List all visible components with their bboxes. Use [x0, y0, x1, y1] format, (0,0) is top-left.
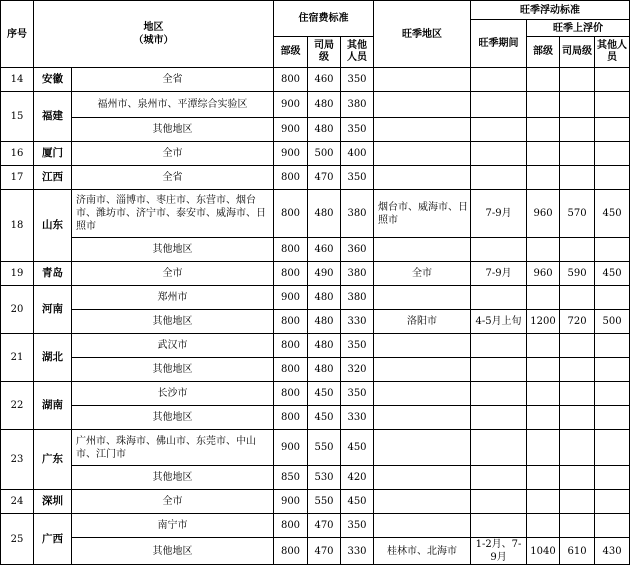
row-bureau: 450	[308, 382, 341, 406]
row-others: 360	[341, 238, 374, 262]
row-ministry: 900	[274, 286, 308, 310]
row-peak-ministry	[527, 118, 560, 142]
table-row	[1, 334, 630, 358]
row-peak-others	[595, 118, 630, 142]
header-others: 其他人员	[341, 37, 374, 68]
row-peak-period	[471, 92, 527, 118]
header-ministry: 部级	[274, 37, 308, 68]
row-province: 山东	[34, 190, 72, 262]
table-row	[1, 118, 630, 142]
row-peak-others	[595, 166, 630, 190]
row-others: 380	[341, 92, 374, 118]
row-area: 其他地区	[72, 358, 274, 382]
row-peak-bureau	[560, 430, 595, 466]
row-others: 380	[341, 262, 374, 286]
row-peak-region	[374, 166, 471, 190]
row-peak-region: 桂林市、北海市	[374, 538, 471, 565]
row-no: 23	[1, 430, 34, 490]
row-bureau: 530	[308, 466, 341, 490]
row-bureau: 550	[308, 490, 341, 514]
row-province: 江西	[34, 166, 72, 190]
row-bureau: 480	[308, 334, 341, 358]
row-peak-region	[374, 238, 471, 262]
row-others: 350	[341, 118, 374, 142]
row-peak-others: 500	[595, 310, 630, 334]
header-peak-region: 旺季地区	[374, 1, 471, 68]
header-bureau: 司局级	[308, 37, 341, 68]
header-region-sub: （城市）	[133, 35, 174, 46]
row-others: 350	[341, 334, 374, 358]
row-peak-bureau	[560, 142, 595, 166]
row-no: 18	[1, 190, 34, 262]
row-peak-period	[471, 514, 527, 538]
row-area: 其他地区	[72, 538, 274, 565]
header-seq: 序号	[1, 1, 34, 68]
row-peak-ministry	[527, 334, 560, 358]
row-others: 450	[341, 430, 374, 466]
header-peak-bureau: 司局级	[560, 37, 595, 68]
row-others: 380	[341, 286, 374, 310]
row-peak-period: 1-2月、7-9月	[471, 538, 527, 565]
row-ministry: 800	[274, 238, 308, 262]
row-province: 安徽	[34, 68, 72, 92]
row-peak-region	[374, 92, 471, 118]
row-bureau: 470	[308, 514, 341, 538]
row-peak-ministry	[527, 68, 560, 92]
row-ministry: 800	[274, 514, 308, 538]
row-bureau: 490	[308, 262, 341, 286]
row-peak-period	[471, 490, 527, 514]
row-peak-bureau	[560, 118, 595, 142]
row-ministry: 800	[274, 166, 308, 190]
row-bureau: 480	[308, 358, 341, 382]
row-no: 14	[1, 68, 34, 92]
row-bureau: 480	[308, 118, 341, 142]
row-peak-region	[374, 358, 471, 382]
row-area: 福州市、泉州市、平潭综合实验区	[72, 92, 274, 118]
row-peak-others	[595, 334, 630, 358]
row-peak-period	[471, 238, 527, 262]
table-row	[1, 310, 630, 334]
row-peak-ministry	[527, 430, 560, 466]
row-peak-ministry	[527, 382, 560, 406]
row-bureau: 480	[308, 92, 341, 118]
row-peak-ministry	[527, 142, 560, 166]
row-ministry: 850	[274, 466, 308, 490]
row-others: 400	[341, 142, 374, 166]
row-area: 南宁市	[72, 514, 274, 538]
table-row	[1, 166, 630, 190]
row-peak-ministry: 1200	[527, 310, 560, 334]
row-bureau: 480	[308, 310, 341, 334]
table-row	[1, 382, 630, 406]
row-no: 17	[1, 166, 34, 190]
row-peak-region: 烟台市、威海市、日照市	[374, 190, 471, 238]
header-peak-others: 其他人员	[595, 37, 630, 68]
row-peak-region	[374, 68, 471, 92]
row-peak-period: 4-5月上旬	[471, 310, 527, 334]
row-peak-others	[595, 238, 630, 262]
row-peak-region	[374, 430, 471, 466]
row-peak-bureau	[560, 382, 595, 406]
row-no: 16	[1, 142, 34, 166]
row-bureau: 550	[308, 430, 341, 466]
row-peak-others	[595, 430, 630, 466]
row-ministry: 900	[274, 430, 308, 466]
row-peak-ministry: 960	[527, 262, 560, 286]
row-peak-bureau	[560, 166, 595, 190]
row-peak-period	[471, 286, 527, 310]
row-bureau: 500	[308, 142, 341, 166]
table-row	[1, 190, 630, 238]
row-peak-region	[374, 142, 471, 166]
row-area: 其他地区	[72, 118, 274, 142]
row-bureau: 470	[308, 538, 341, 565]
row-peak-bureau	[560, 238, 595, 262]
row-peak-period: 7-9月	[471, 190, 527, 238]
row-peak-others	[595, 68, 630, 92]
row-area: 全市	[72, 262, 274, 286]
row-peak-others	[595, 142, 630, 166]
row-peak-region	[374, 334, 471, 358]
row-peak-bureau	[560, 286, 595, 310]
row-province: 湖北	[34, 334, 72, 382]
row-peak-bureau	[560, 68, 595, 92]
table-row	[1, 466, 630, 490]
row-province: 深圳	[34, 490, 72, 514]
row-ministry: 800	[274, 334, 308, 358]
header-region	[34, 1, 274, 68]
row-peak-others	[595, 358, 630, 382]
table-row	[1, 92, 630, 118]
row-peak-ministry	[527, 286, 560, 310]
row-ministry: 800	[274, 358, 308, 382]
row-peak-ministry	[527, 358, 560, 382]
row-peak-period	[471, 382, 527, 406]
row-peak-bureau: 570	[560, 190, 595, 238]
header-peak-period: 旺季期间	[471, 20, 527, 68]
row-peak-bureau	[560, 466, 595, 490]
row-peak-region	[374, 382, 471, 406]
row-ministry: 900	[274, 92, 308, 118]
row-ministry: 900	[274, 118, 308, 142]
row-peak-others	[595, 92, 630, 118]
row-peak-ministry	[527, 514, 560, 538]
row-bureau: 470	[308, 166, 341, 190]
row-others: 330	[341, 538, 374, 565]
row-bureau: 460	[308, 68, 341, 92]
table-row	[1, 430, 630, 466]
row-peak-bureau: 610	[560, 538, 595, 565]
row-peak-others	[595, 514, 630, 538]
row-peak-period	[471, 142, 527, 166]
row-ministry: 800	[274, 262, 308, 286]
table-row	[1, 538, 630, 565]
row-ministry: 800	[274, 68, 308, 92]
row-bureau: 450	[308, 406, 341, 430]
row-peak-bureau: 720	[560, 310, 595, 334]
row-no: 22	[1, 382, 34, 430]
row-peak-bureau	[560, 358, 595, 382]
row-peak-others	[595, 382, 630, 406]
row-ministry: 800	[274, 538, 308, 565]
row-ministry: 800	[274, 190, 308, 238]
header-lodging-standard: 住宿费标准	[274, 1, 374, 37]
row-no: 19	[1, 262, 34, 286]
row-province: 河南	[34, 286, 72, 334]
row-others: 320	[341, 358, 374, 382]
row-peak-bureau	[560, 92, 595, 118]
row-peak-others: 450	[595, 190, 630, 238]
row-peak-ministry	[527, 466, 560, 490]
row-ministry: 900	[274, 490, 308, 514]
row-others: 350	[341, 514, 374, 538]
row-peak-period	[471, 118, 527, 142]
row-others: 330	[341, 310, 374, 334]
header-peak-float: 旺季浮动标准	[471, 1, 630, 20]
header-region-label: 地区	[143, 22, 164, 33]
table-row	[1, 514, 630, 538]
row-peak-region	[374, 406, 471, 430]
row-peak-bureau	[560, 490, 595, 514]
row-others: 330	[341, 406, 374, 430]
table-row	[1, 142, 630, 166]
row-no: 15	[1, 92, 34, 142]
row-peak-region	[374, 466, 471, 490]
row-others: 450	[341, 490, 374, 514]
row-peak-others	[595, 286, 630, 310]
row-province: 厦门	[34, 142, 72, 166]
row-no: 25	[1, 514, 34, 565]
row-peak-others	[595, 406, 630, 430]
row-province: 广东	[34, 430, 72, 490]
row-others: 350	[341, 68, 374, 92]
row-peak-ministry	[527, 166, 560, 190]
row-others: 380	[341, 190, 374, 238]
row-others: 350	[341, 166, 374, 190]
row-peak-period	[471, 358, 527, 382]
row-peak-ministry: 1040	[527, 538, 560, 565]
row-peak-region	[374, 118, 471, 142]
row-no: 21	[1, 334, 34, 382]
row-peak-region	[374, 514, 471, 538]
row-peak-region	[374, 286, 471, 310]
row-area: 其他地区	[72, 406, 274, 430]
row-peak-region: 洛阳市	[374, 310, 471, 334]
row-province: 湖南	[34, 382, 72, 430]
row-peak-period	[471, 68, 527, 92]
row-bureau: 460	[308, 238, 341, 262]
row-bureau: 480	[308, 190, 341, 238]
row-area: 广州市、珠海市、佛山市、东莞市、中山市、江门市	[72, 430, 274, 466]
header-peak-ministry: 部级	[527, 37, 560, 68]
row-peak-ministry	[527, 406, 560, 430]
row-peak-period	[471, 406, 527, 430]
row-peak-ministry	[527, 490, 560, 514]
row-peak-period	[471, 430, 527, 466]
row-area: 济南市、淄博市、枣庄市、东营市、烟台市、潍坊市、济宁市、泰安市、威海市、日照市	[72, 190, 274, 238]
row-peak-bureau	[560, 406, 595, 430]
header-peak-up: 旺季上浮价	[527, 20, 630, 37]
row-peak-others: 430	[595, 538, 630, 565]
row-province: 福建	[34, 92, 72, 142]
row-peak-others	[595, 466, 630, 490]
row-ministry: 800	[274, 406, 308, 430]
row-peak-others: 450	[595, 262, 630, 286]
row-area: 全省	[72, 68, 274, 92]
row-others: 350	[341, 382, 374, 406]
table-row	[1, 238, 630, 262]
row-area: 全省	[72, 166, 274, 190]
row-ministry: 900	[274, 142, 308, 166]
row-area: 其他地区	[72, 238, 274, 262]
row-peak-region: 全市	[374, 262, 471, 286]
row-peak-period	[471, 466, 527, 490]
table-row	[1, 262, 630, 286]
row-area: 武汉市	[72, 334, 274, 358]
table-row	[1, 68, 630, 92]
row-peak-ministry	[527, 92, 560, 118]
row-peak-bureau	[560, 334, 595, 358]
row-peak-bureau	[560, 514, 595, 538]
row-area: 郑州市	[72, 286, 274, 310]
row-area: 全市	[72, 490, 274, 514]
row-no: 24	[1, 490, 34, 514]
row-no: 20	[1, 286, 34, 334]
row-peak-period	[471, 334, 527, 358]
row-ministry: 800	[274, 310, 308, 334]
row-area: 全市	[72, 142, 274, 166]
row-peak-period: 7-9月	[471, 262, 527, 286]
row-area: 其他地区	[72, 466, 274, 490]
row-province: 青岛	[34, 262, 72, 286]
row-ministry: 800	[274, 382, 308, 406]
row-peak-ministry: 960	[527, 190, 560, 238]
row-peak-others	[595, 490, 630, 514]
row-peak-period	[471, 166, 527, 190]
row-others: 420	[341, 466, 374, 490]
table-row	[1, 406, 630, 430]
row-peak-bureau: 590	[560, 262, 595, 286]
table-row	[1, 286, 630, 310]
row-province: 广西	[34, 514, 72, 565]
row-peak-ministry	[527, 238, 560, 262]
table-row	[1, 358, 630, 382]
table-row	[1, 490, 630, 514]
row-area: 长沙市	[72, 382, 274, 406]
row-bureau: 480	[308, 286, 341, 310]
row-area: 其他地区	[72, 310, 274, 334]
row-peak-region	[374, 490, 471, 514]
